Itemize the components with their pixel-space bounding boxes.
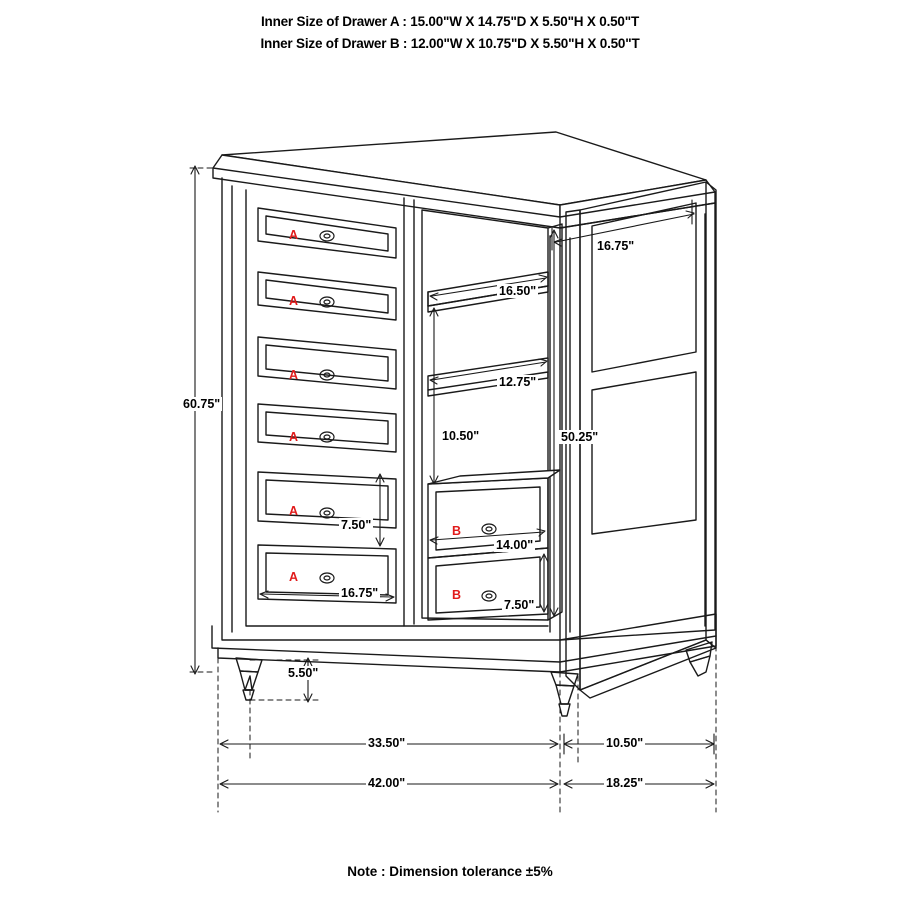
dimension-shelf-depth-lower: 12.75": [499, 375, 537, 389]
dimension-drawer-b-height: 7.50": [504, 598, 535, 612]
drawer-label: A: [289, 504, 299, 518]
drawer-label: A: [289, 570, 299, 584]
header-line-drawer-b: Inner Size of Drawer B : 12.00"W X 10.75"D X 5.50"H X 0.50"T: [260, 36, 640, 51]
dimension-side-offset-width: 10.50": [606, 736, 644, 750]
dimension-shelf-gap-height: 10.50": [442, 429, 480, 443]
drawer-label: A: [289, 368, 299, 382]
drawer-label: A: [289, 294, 299, 308]
dimension-drawer-a-height: 7.50": [341, 518, 372, 532]
drawer-label: A: [289, 430, 299, 444]
drawer-label: B: [452, 524, 462, 538]
tolerance-note: Note : Dimension tolerance ±5%: [347, 864, 553, 879]
dimension-overall-height: 60.75": [183, 397, 221, 411]
header-line-drawer-a: Inner Size of Drawer A : 15.00"W X 14.75"D X 5.50"H X 0.50"T: [260, 14, 639, 29]
dimension-door-depth: 16.75": [597, 239, 635, 253]
dimension-drawer-a-width: 16.75": [341, 586, 379, 600]
dimension-leg-height: 5.50": [288, 666, 319, 680]
drawer-label: A: [289, 228, 299, 242]
dimension-drawer-b-width: 14.00": [496, 538, 534, 552]
dimension-side-depth: 18.25": [606, 776, 644, 790]
dimension-front-left-width: 33.50": [368, 736, 406, 750]
dimension-cabinet-interior-height: 50.25": [561, 430, 599, 444]
drawer-label: B: [452, 588, 462, 602]
dimension-overall-width: 42.00": [368, 776, 406, 790]
dimension-shelf-depth-upper: 16.50": [499, 284, 537, 298]
